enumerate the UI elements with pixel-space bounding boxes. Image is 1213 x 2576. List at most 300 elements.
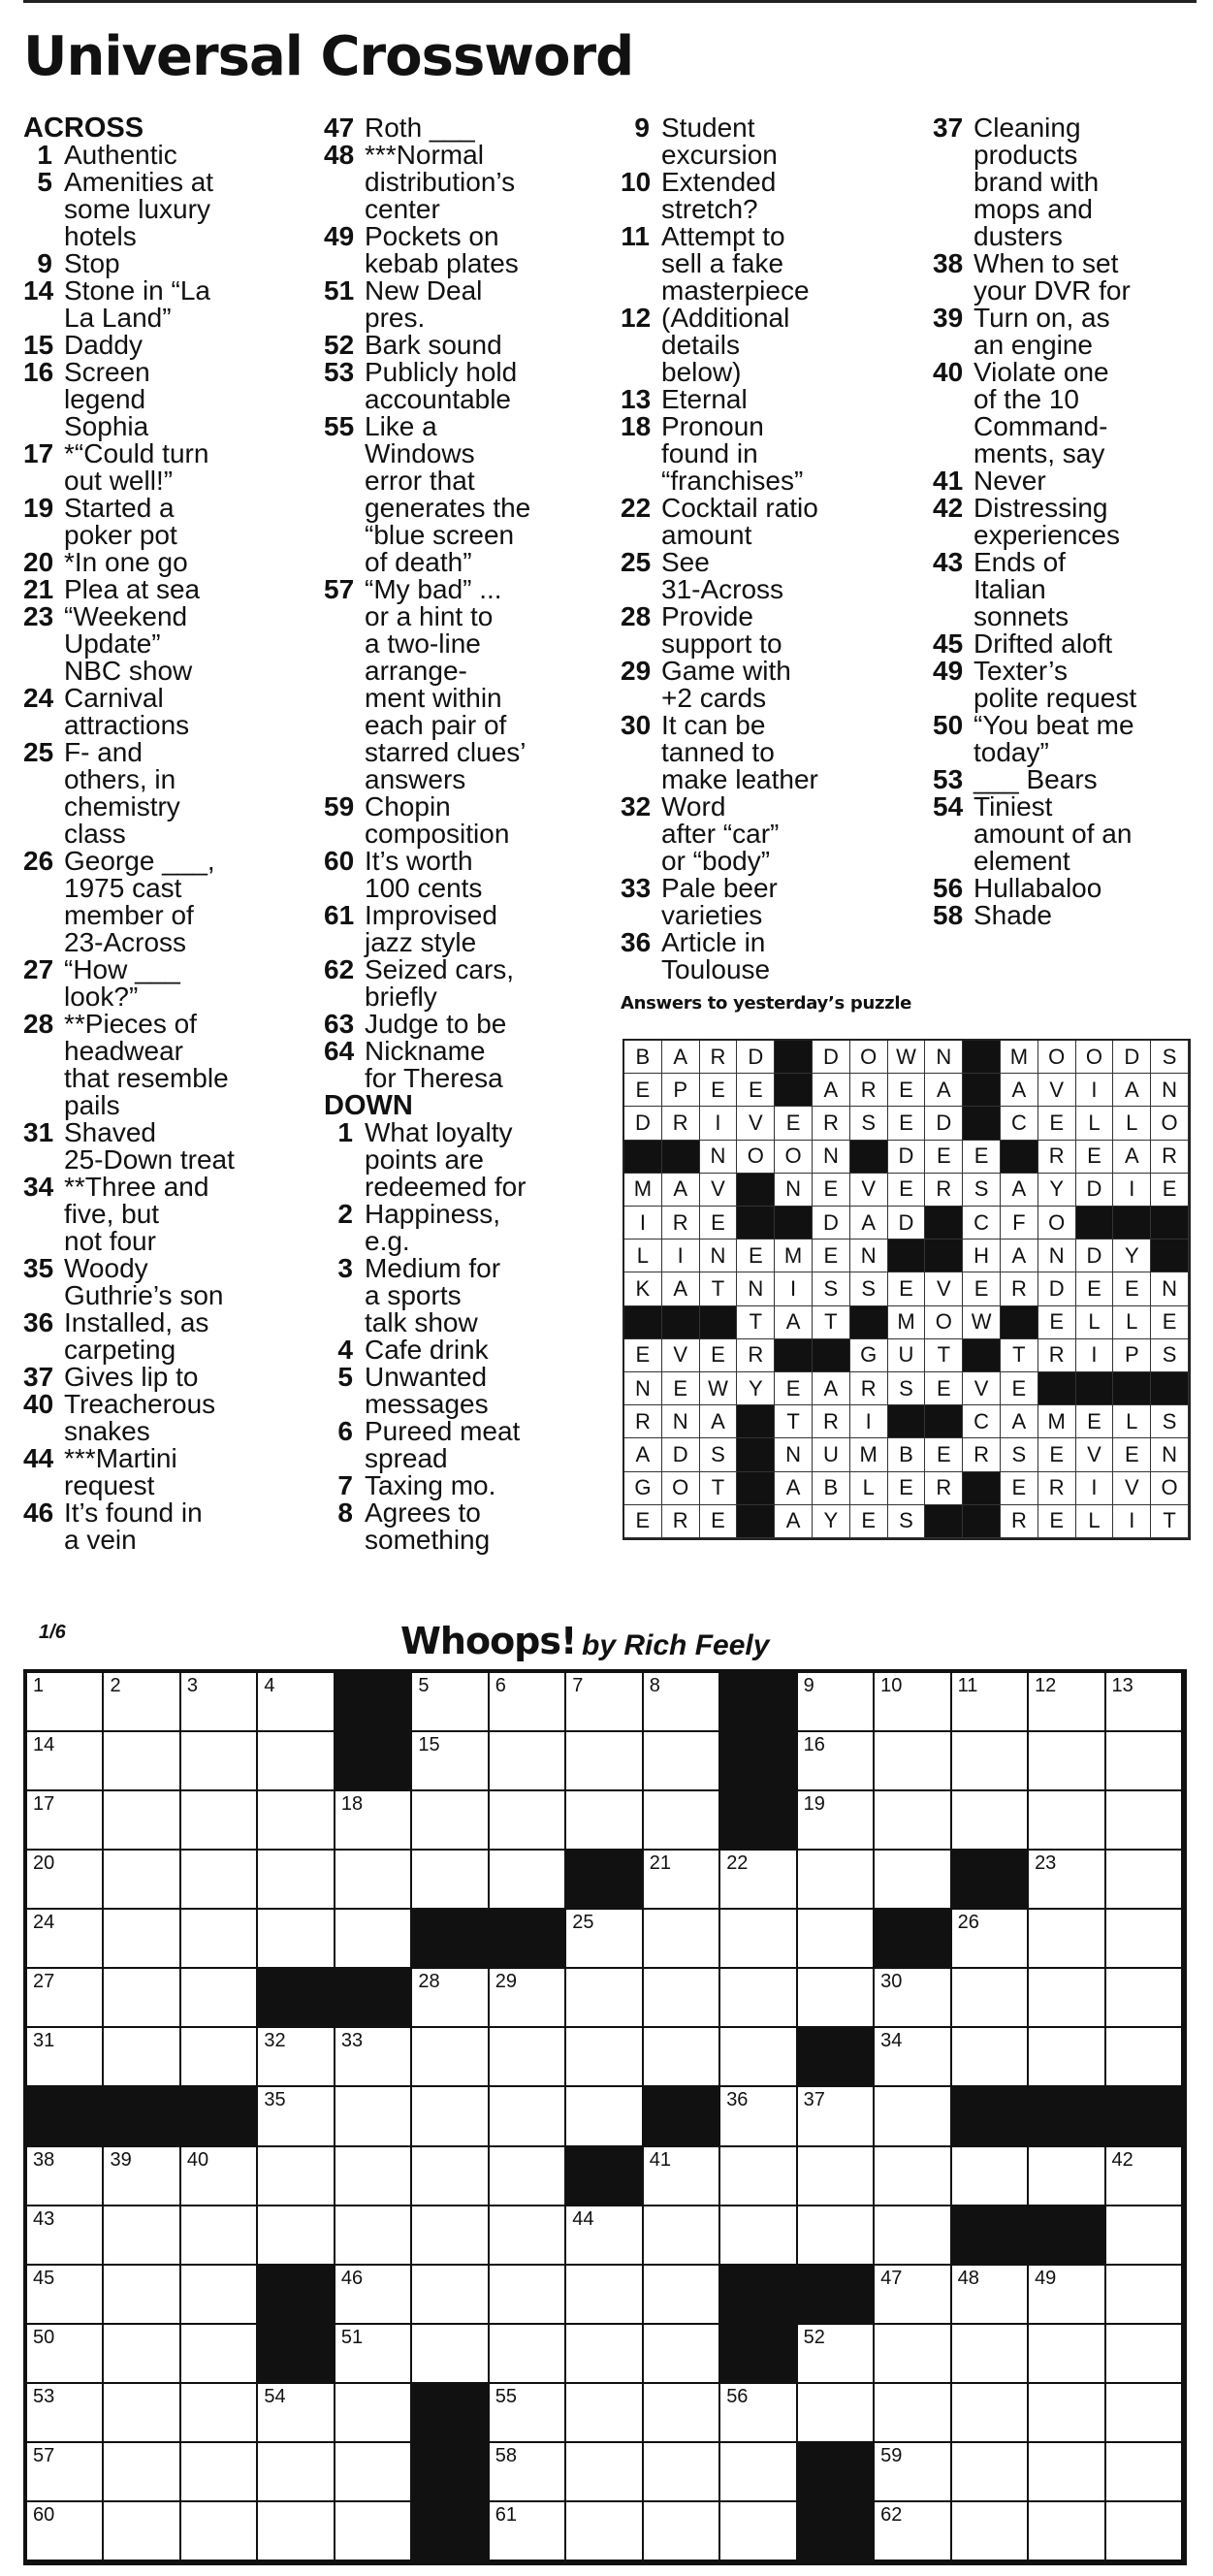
clue-number: 62 [324, 954, 355, 984]
clue-text: Improvised jazz style [365, 900, 497, 957]
grid-cell[interactable] [644, 2147, 720, 2206]
grid-cell[interactable] [412, 1851, 489, 1910]
clue-number: 8 [337, 1497, 353, 1528]
clue [23, 1499, 314, 1554]
clue [324, 1364, 615, 1418]
grid-cell[interactable] [490, 2266, 566, 2325]
grid-cell[interactable] [566, 2206, 643, 2266]
clue [324, 793, 615, 848]
clue-number: 44 [23, 1443, 54, 1473]
grid-cell[interactable] [335, 2028, 412, 2087]
grid-cell[interactable] [104, 1969, 180, 2028]
grid-cell[interactable] [1029, 2147, 1105, 2206]
grid-cell[interactable] [875, 2206, 951, 2266]
clue-text: It can be tanned to make leather [661, 710, 818, 794]
grid-cell[interactable] [1106, 1851, 1183, 1910]
grid-cell[interactable] [412, 2206, 489, 2266]
answer-cell: U [813, 1438, 850, 1471]
grid-cell[interactable] [566, 1673, 643, 1732]
grid-cell[interactable] [720, 2206, 797, 2266]
clue-text: Judge to be [365, 1009, 507, 1039]
grid-cell[interactable] [566, 1969, 643, 2028]
grid-block-cell [720, 1673, 797, 1732]
grid-cell[interactable] [952, 2266, 1029, 2325]
clue [23, 1174, 314, 1255]
grid-cell[interactable] [1106, 1673, 1183, 1732]
clue [324, 576, 615, 793]
clue [23, 359, 314, 440]
grid-cell[interactable] [258, 1791, 335, 1851]
grid-cell[interactable] [875, 2443, 951, 2502]
grid-block-cell [258, 1969, 335, 2028]
grid-cell[interactable] [952, 1791, 1029, 1851]
grid-cell[interactable] [798, 2325, 875, 2384]
grid-cell[interactable] [258, 2087, 335, 2146]
clue-number: 27 [23, 954, 54, 984]
clue-number: 32 [621, 791, 652, 821]
grid-cell[interactable] [258, 2147, 335, 2206]
grid-cell[interactable] [1106, 2147, 1183, 2206]
grid-cell[interactable] [1029, 2443, 1105, 2502]
grid-cell[interactable] [952, 2443, 1029, 2502]
grid-cell[interactable] [798, 1969, 875, 2028]
grid-cell[interactable] [1029, 2502, 1105, 2561]
grid-cell[interactable] [952, 2325, 1029, 2384]
grid-cell[interactable] [412, 1791, 489, 1851]
grid-cell[interactable] [644, 1969, 720, 2028]
grid-cell-number: 44 [572, 2207, 594, 2230]
grid-cell[interactable] [952, 2502, 1029, 2561]
grid-cell[interactable] [258, 2028, 335, 2087]
grid-cell[interactable] [952, 2147, 1029, 2206]
clue-number: 3 [337, 1253, 353, 1283]
grid-cell[interactable] [644, 2325, 720, 2384]
grid-block-cell [490, 1910, 566, 1969]
grid-cell[interactable] [181, 2384, 258, 2443]
grid-cell[interactable] [875, 2266, 951, 2325]
clue-text: “How ___ look?” [64, 954, 180, 1012]
clue [933, 114, 1209, 250]
grid-cell[interactable] [1029, 2028, 1105, 2087]
clue [23, 1255, 314, 1309]
grid-cell[interactable] [181, 2502, 258, 2561]
grid-cell[interactable] [644, 2443, 720, 2502]
answer-cell: R [850, 1372, 888, 1405]
clue [23, 1119, 314, 1174]
grid-cell[interactable] [258, 2206, 335, 2266]
grid-cell[interactable] [1029, 2266, 1105, 2325]
clue-text: George ___, 1975 cast member of 23-Across [64, 846, 215, 957]
grid-cell[interactable] [258, 1851, 335, 1910]
grid-cell[interactable] [798, 2147, 875, 2206]
grid-cell[interactable] [258, 2502, 335, 2561]
answer-block-cell [624, 1141, 662, 1174]
clue-number: 21 [23, 574, 54, 604]
grid-cell[interactable] [104, 2502, 180, 2561]
grid-block-cell [566, 1851, 643, 1910]
grid-cell-number: 43 [33, 2207, 55, 2230]
grid-cell[interactable] [798, 1910, 875, 1969]
answer-cell: N [775, 1174, 813, 1207]
grid-cell[interactable] [875, 1969, 951, 2028]
grid-cell[interactable] [104, 1673, 180, 1732]
grid-cell[interactable] [335, 2147, 412, 2206]
clue-number: 20 [23, 547, 54, 577]
grid-cell[interactable] [335, 2266, 412, 2325]
grid-cell[interactable] [104, 1910, 180, 1969]
grid-cell[interactable] [412, 1673, 489, 1732]
grid-cell[interactable] [875, 1851, 951, 1910]
grid-block-cell [798, 2502, 875, 2561]
grid-cell[interactable] [1029, 1851, 1105, 1910]
grid-cell[interactable] [566, 1791, 643, 1851]
clue [324, 1255, 615, 1336]
grid-cell[interactable] [875, 2147, 951, 2206]
grid-cell[interactable] [490, 2206, 566, 2266]
grid-cell[interactable] [952, 2384, 1029, 2443]
answer-cell: E [1076, 1405, 1114, 1438]
clue [621, 223, 911, 305]
answer-cell: O [1151, 1107, 1189, 1140]
grid-cell[interactable] [875, 1673, 951, 1732]
grid-cell[interactable] [952, 1673, 1029, 1732]
grid-cell[interactable] [104, 2028, 180, 2087]
grid-cell[interactable] [335, 2443, 412, 2502]
grid-cell[interactable] [412, 2266, 489, 2325]
grid-cell[interactable] [875, 1791, 951, 1851]
grid-cell[interactable] [104, 2266, 180, 2325]
grid-cell[interactable] [798, 1791, 875, 1851]
grid-cell[interactable] [490, 1969, 566, 2028]
grid-cell[interactable] [1029, 1732, 1105, 1791]
grid-cell-number: 1 [33, 1675, 45, 1696]
grid-cell[interactable] [181, 1791, 258, 1851]
grid-cell[interactable] [490, 2147, 566, 2206]
answer-cell: V [925, 1272, 963, 1305]
grid-cell[interactable] [952, 2028, 1029, 2087]
grid-cell[interactable] [1029, 1791, 1105, 1851]
answer-cell: N [737, 1272, 775, 1305]
grid-cell[interactable] [335, 1791, 412, 1851]
clue [933, 549, 1209, 630]
grid-cell[interactable] [27, 2502, 104, 2561]
grid-cell[interactable] [490, 1791, 566, 1851]
grid-cell[interactable] [644, 1910, 720, 1969]
grid-cell[interactable] [952, 1969, 1029, 2028]
grid-cell[interactable] [104, 1732, 180, 1791]
grid-cell[interactable] [412, 1732, 489, 1791]
grid-cell[interactable] [644, 1673, 720, 1732]
grid-cell[interactable] [798, 1732, 875, 1791]
grid-cell[interactable] [1029, 1673, 1105, 1732]
grid-cell[interactable] [181, 1969, 258, 2028]
grid-cell[interactable] [104, 2443, 180, 2502]
clue-text: ***Normal distribution’s center [365, 140, 516, 224]
grid-cell[interactable] [490, 2028, 566, 2087]
grid-cell[interactable] [1106, 2384, 1183, 2443]
answer-cell: S [888, 1505, 926, 1538]
grid-cell[interactable] [490, 1732, 566, 1791]
grid-cell[interactable] [335, 2325, 412, 2384]
grid-cell[interactable] [798, 2206, 875, 2266]
grid-cell[interactable] [1106, 2502, 1183, 2561]
grid-cell[interactable] [875, 2384, 951, 2443]
clue [324, 1201, 615, 1255]
grid-cell[interactable] [181, 1732, 258, 1791]
grid-cell[interactable] [258, 2384, 335, 2443]
grid-cell[interactable] [27, 2206, 104, 2266]
grid-cell[interactable] [1029, 1969, 1105, 2028]
grid-cell[interactable] [27, 1732, 104, 1791]
grid-cell[interactable] [490, 2325, 566, 2384]
grid-cell[interactable] [27, 2325, 104, 2384]
grid-cell-number: 16 [803, 1734, 825, 1756]
answer-block-cell [1113, 1207, 1151, 1240]
grid-cell[interactable] [720, 2028, 797, 2087]
grid-cell[interactable] [490, 1851, 566, 1910]
grid-cell[interactable] [1106, 1969, 1183, 2028]
clue-number: 51 [324, 275, 355, 306]
answer-cell: A [1001, 1240, 1038, 1272]
grid-cell[interactable] [1106, 2206, 1183, 2266]
grid-cell[interactable] [798, 2384, 875, 2443]
answer-cell: A [1113, 1141, 1151, 1174]
grid-cell[interactable] [181, 1673, 258, 1732]
grid-cell[interactable] [181, 2206, 258, 2266]
clue-number: 33 [621, 873, 652, 903]
clue-text: “Weekend Update” NBC show [64, 601, 193, 686]
grid-cell[interactable] [181, 2325, 258, 2384]
grid-cell[interactable] [412, 2028, 489, 2087]
grid-cell[interactable] [181, 2147, 258, 2206]
grid-cell[interactable] [104, 1851, 180, 1910]
grid-cell[interactable] [27, 2443, 104, 2502]
grid-cell-number: 42 [1111, 2148, 1133, 2171]
grid-cell[interactable] [27, 1910, 104, 1969]
grid-cell[interactable] [104, 2147, 180, 2206]
grid-cell[interactable] [335, 2502, 412, 2561]
answer-cell: O [1038, 1041, 1076, 1074]
answer-cell: A [1001, 1074, 1038, 1107]
answer-block-cell [1076, 1372, 1114, 1405]
grid-cell[interactable] [566, 2266, 643, 2325]
answer-cell: V [850, 1174, 888, 1207]
grid-cell[interactable] [27, 2266, 104, 2325]
grid-cell[interactable] [412, 2325, 489, 2384]
grid-cell[interactable] [104, 2325, 180, 2384]
answer-cell: N [1038, 1240, 1076, 1272]
clue [621, 875, 911, 929]
grid-cell[interactable] [798, 1851, 875, 1910]
clue-number: 19 [23, 493, 54, 523]
grid-cell[interactable] [27, 2028, 104, 2087]
grid-cell[interactable] [720, 1969, 797, 2028]
grid-cell[interactable] [27, 1969, 104, 2028]
grid-cell[interactable] [566, 1732, 643, 1791]
grid-cell[interactable] [566, 2443, 643, 2502]
grid-cell[interactable] [27, 2147, 104, 2206]
grid-cell[interactable] [952, 1910, 1029, 1969]
grid-cell[interactable] [875, 1732, 951, 1791]
clue-number: 53 [933, 764, 964, 794]
clue [23, 250, 314, 277]
answer-cell: I [1076, 1339, 1114, 1372]
grid-cell[interactable] [490, 2087, 566, 2146]
grid-cell[interactable] [181, 1851, 258, 1910]
grid-cell[interactable] [566, 2087, 643, 2146]
grid-cell[interactable] [720, 1910, 797, 1969]
grid-cell[interactable] [720, 2384, 797, 2443]
answer-block-cell [963, 1472, 1001, 1505]
grid-block-cell [952, 2087, 1029, 2146]
grid-cell[interactable] [412, 1969, 489, 2028]
grid-cell[interactable] [181, 2266, 258, 2325]
grid-cell[interactable] [566, 1910, 643, 1969]
grid-cell[interactable] [720, 2147, 797, 2206]
grid-cell[interactable] [644, 2206, 720, 2266]
answer-cell: E [963, 1141, 1001, 1174]
grid-cell[interactable] [181, 2028, 258, 2087]
clue-number: 52 [324, 330, 355, 360]
clue-number: 64 [324, 1036, 355, 1066]
grid-cell[interactable] [720, 2443, 797, 2502]
grid-cell[interactable] [27, 1673, 104, 1732]
grid-cell[interactable] [104, 2206, 180, 2266]
answer-block-cell [925, 1405, 963, 1438]
grid-cell[interactable] [952, 1732, 1029, 1791]
answer-cell: M [850, 1438, 888, 1471]
answer-cell: N [850, 1240, 888, 1272]
grid-cell-number: 25 [572, 1912, 594, 1934]
clue-text: Happiness, e.g. [365, 1199, 501, 1256]
answer-cell: R [1151, 1141, 1189, 1174]
clue [23, 440, 314, 495]
clue [324, 1472, 615, 1499]
grid-cell[interactable] [644, 2502, 720, 2561]
grid-cell[interactable] [644, 2028, 720, 2087]
clue [933, 250, 1209, 305]
grid-cell[interactable] [258, 2443, 335, 2502]
grid-block-cell [412, 2443, 489, 2502]
grid-cell[interactable] [875, 2028, 951, 2087]
grid-cell[interactable] [798, 1673, 875, 1732]
grid-cell[interactable] [875, 2325, 951, 2384]
grid-cell[interactable] [104, 2384, 180, 2443]
grid-cell[interactable] [644, 1732, 720, 1791]
section-heading-down: DOWN [324, 1090, 413, 1121]
grid-cell[interactable] [335, 2384, 412, 2443]
grid-cell[interactable] [1106, 2325, 1183, 2384]
grid-cell[interactable] [875, 2502, 951, 2561]
grid-cell[interactable] [490, 1673, 566, 1732]
grid-cell[interactable] [720, 2087, 797, 2146]
answer-cell: D [1076, 1174, 1114, 1207]
grid-cell[interactable] [644, 2266, 720, 2325]
clue-text: Roth ___ [365, 113, 475, 143]
grid-cell[interactable] [720, 2502, 797, 2561]
grid-cell-number: 41 [649, 2148, 671, 2171]
clue [324, 1011, 615, 1038]
clue-number: 15 [23, 330, 54, 360]
grid-cell[interactable] [1106, 2266, 1183, 2325]
grid-cell[interactable] [258, 1673, 335, 1732]
clue-text: (Additional details below) [661, 303, 790, 387]
grid-cell[interactable] [1029, 2325, 1105, 2384]
grid-cell[interactable] [875, 2087, 951, 2146]
grid-block-cell [720, 2266, 797, 2325]
clue-text: Unwanted messages [365, 1362, 489, 1419]
grid-cell[interactable] [720, 1851, 797, 1910]
grid-cell[interactable] [335, 2087, 412, 2146]
grid-cell[interactable] [1106, 2443, 1183, 2502]
grid-cell[interactable] [490, 2384, 566, 2443]
grid-cell[interactable] [335, 1910, 412, 1969]
grid-cell[interactable] [1106, 1910, 1183, 1969]
answer-cell: N [1151, 1272, 1189, 1305]
grid-cell-number: 15 [418, 1734, 440, 1756]
clue-text: Pale beer varieties [661, 873, 778, 930]
answer-cell: E [925, 1141, 963, 1174]
clue-text: Carnival attractions [64, 683, 190, 740]
clue [23, 142, 314, 169]
grid-cell[interactable] [490, 2502, 566, 2561]
clue-number: 24 [23, 683, 54, 713]
answer-block-cell [963, 1074, 1001, 1107]
clue [23, 1309, 314, 1364]
grid-cell[interactable] [1029, 1910, 1105, 1969]
grid-cell[interactable] [1106, 2028, 1183, 2087]
clue [933, 495, 1209, 549]
grid-cell[interactable] [104, 1791, 180, 1851]
answer-block-cell [737, 1505, 775, 1538]
grid-cell[interactable] [1029, 2384, 1105, 2443]
grid-cell[interactable] [27, 1791, 104, 1851]
clue-number: 7 [337, 1470, 353, 1500]
clue-text: Started a poker pot [64, 493, 177, 550]
grid-cell[interactable] [566, 2028, 643, 2087]
grid-cell[interactable] [335, 2206, 412, 2266]
grid-cell[interactable] [644, 2384, 720, 2443]
grid-cell[interactable] [258, 1910, 335, 1969]
clue [621, 549, 911, 603]
answer-cell: E [1038, 1438, 1076, 1471]
grid-cell[interactable] [1106, 1791, 1183, 1851]
grid-cell[interactable] [566, 2325, 643, 2384]
grid-cell[interactable] [798, 2087, 875, 2146]
grid-cell[interactable] [412, 2147, 489, 2206]
clue [324, 1499, 615, 1554]
answer-block-cell [850, 1141, 888, 1174]
grid-cell[interactable] [490, 2443, 566, 2502]
grid-cell-number: 46 [340, 2267, 364, 2289]
clue-text: Plea at sea [64, 574, 201, 604]
grid-cell[interactable] [258, 1732, 335, 1791]
grid-cell[interactable] [412, 2087, 489, 2146]
clue [324, 902, 615, 956]
grid-cell[interactable] [27, 2384, 104, 2443]
grid-cell[interactable] [181, 1910, 258, 1969]
grid-cell[interactable] [27, 1851, 104, 1910]
grid-cell[interactable] [335, 1851, 412, 1910]
grid-cell[interactable] [1106, 1732, 1183, 1791]
grid-cell[interactable] [644, 1851, 720, 1910]
grid-cell[interactable] [566, 2502, 643, 2561]
grid-cell[interactable] [181, 2443, 258, 2502]
clue-number: 6 [337, 1416, 353, 1446]
grid-cell[interactable] [644, 1791, 720, 1851]
grid-cell[interactable] [566, 2384, 643, 2443]
clue [23, 739, 314, 848]
